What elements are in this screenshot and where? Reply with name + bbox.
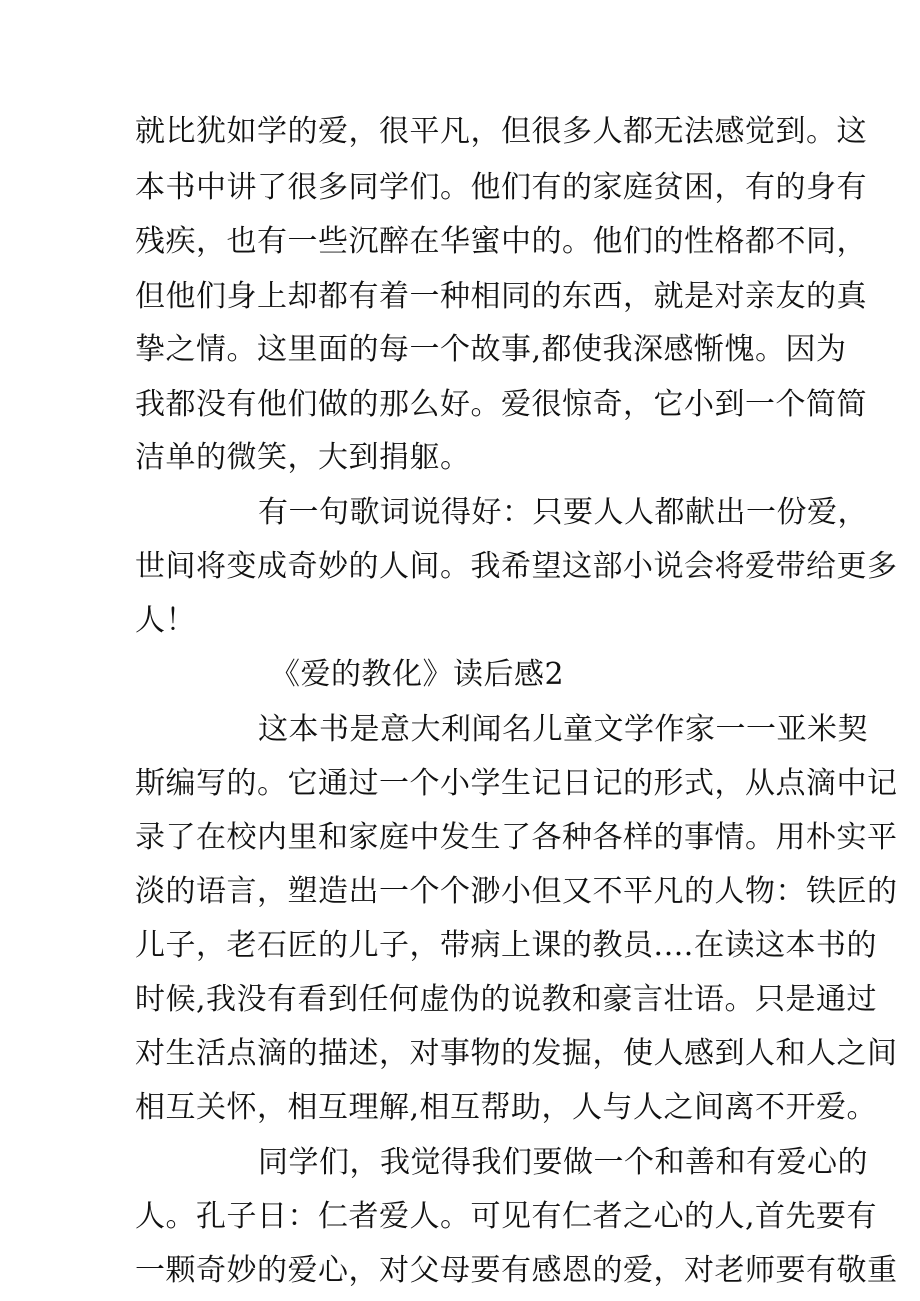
paragraph-line: 洁单的微笑，大到捐躯。	[135, 440, 471, 475]
paragraph-line: 有一句歌词说得好：只要人人都献出一份爱，	[258, 495, 868, 530]
paragraph-line: 我都没有他们做的那么好。爱很惊奇，它小到一个简简	[135, 387, 867, 422]
paragraph-line: 人！	[135, 603, 196, 638]
paragraph-line: 儿子，老石匠的儿子，带病上课的教员.…在读这本书的	[135, 928, 878, 963]
paragraph-line: 时候,我没有看到任何虚伪的说教和豪言壮语。只是通过	[135, 982, 878, 1017]
paragraph-line: 人。孔子日：仁者爱人。可见有仁者之心的人,首先要有	[135, 1199, 878, 1234]
paragraph-line: 残疾，也有一些沉醉在华蜜中的。他们的性格都不同，	[135, 224, 867, 259]
paragraph-line: 就比犹如学的爱，很平凡，但很多人都无法感觉到。这	[135, 114, 867, 149]
paragraph-line: 世间将变成奇妙的人间。我希望这部小说会将爱带给更多	[135, 549, 898, 584]
paragraph-line: 但他们身上却都有着一种相同的东西，就是对亲友的真	[135, 279, 867, 314]
paragraph-line: 挚之情。这里面的每一个故事,都使我深感惭愧。因为	[135, 332, 847, 367]
paragraph-line: 录了在校内里和家庭中发生了各种各样的事情。用朴实平	[135, 820, 898, 855]
paragraph-line: 斯编写的。它通过一个小学生记日记的形式，从点滴中记	[135, 766, 898, 801]
paragraph-line: 对生活点滴的描述，对事物的发掘，使人感到人和人之间	[135, 1036, 898, 1071]
paragraph-line: 一颗奇妙的爱心，对父母要有感恩的爱，对老师要有敬重	[135, 1253, 898, 1288]
paragraph-line: 相互关怀，相互理解,相互帮助，人与人之间离不开爱。	[135, 1090, 878, 1125]
paragraph-line: 同学们，我觉得我们要做一个和善和有爱心的	[258, 1145, 868, 1180]
paragraph-line: 这本书是意大利闻名儿童文学作家一一亚米契	[258, 712, 868, 747]
section-heading: 《爱的教化》读后感2	[270, 657, 565, 692]
paragraph-line: 淡的语言，塑造出一个个渺小但又不平凡的人物：铁匠的	[135, 874, 898, 909]
paragraph-line: 本书中讲了很多同学们。他们有的家庭贫困，有的身有	[135, 170, 867, 205]
